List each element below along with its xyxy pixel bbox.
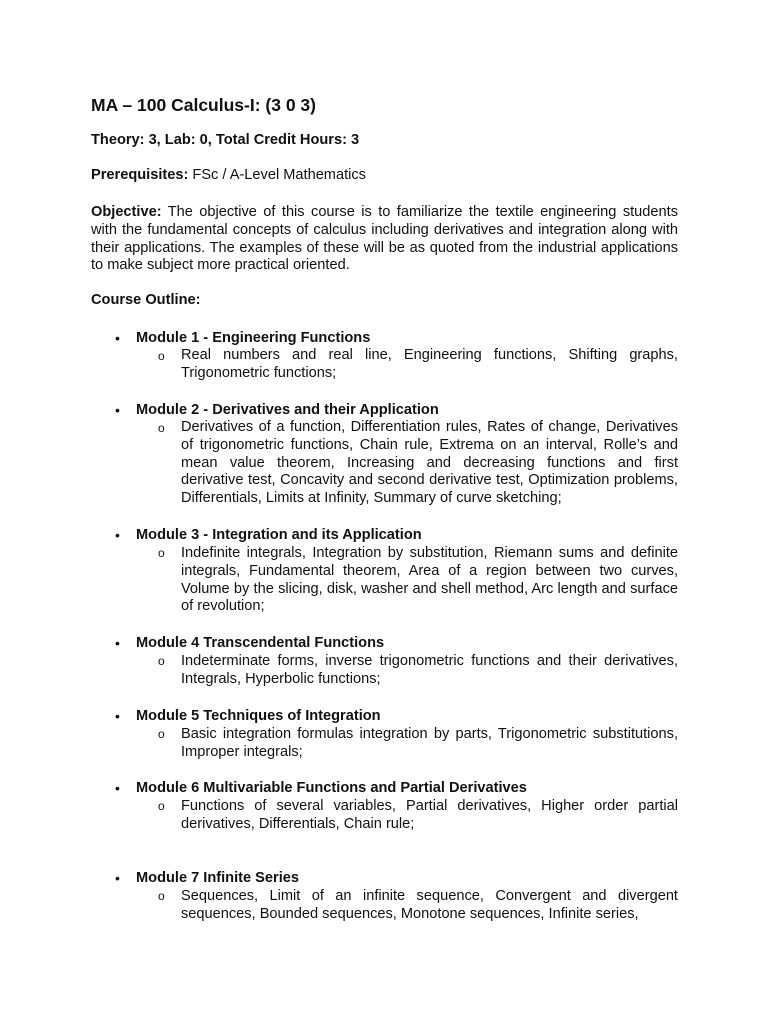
module-1-topics: Real numbers and real line, Engineering functions, Shifting graphs, Trigonometric functions; (181, 347, 678, 381)
bullet-icon: • (115, 402, 120, 418)
module-4-topics: Indeterminate forms, inverse trigonometric functions and their derivatives, Integrals, Hyperbolic functions; (181, 653, 678, 687)
module-2-topics: Derivatives of a function, Differentiation rules, Rates of change, Derivatives of trigonometric functions, Chain rule, Extrema on an interval, Rolle’s and mean value theorem, Increasing and decreasing functions and first derivative test, Concavity and second derivative test, Optimization problems, Differentials, Limits at Infinity, Summary of curve sketching; (181, 419, 678, 507)
module-5-title: Module 5 Techniques of Integration (136, 708, 381, 724)
sub-bullet-icon: o (158, 799, 165, 813)
module-7-topics: Sequences, Limit of an infinite sequence, Convergent and divergent sequences, Bounded sequences, Monotone sequences, Infinite series, (181, 888, 678, 922)
sub-bullet-icon: o (158, 421, 165, 435)
prerequisites-value: FSc / A-Level Mathematics (192, 167, 366, 183)
bullet-icon: • (115, 780, 120, 796)
prerequisites-label: Prerequisites: (91, 167, 189, 183)
module-4-title: Module 4 Transcendental Functions (136, 635, 385, 651)
course-title: MA – 100 Calculus-I: (3 0 3) (91, 95, 316, 115)
bullet-icon: • (115, 708, 120, 724)
sub-bullet-icon: o (158, 546, 165, 560)
credit-hours: Theory: 3, Lab: 0, Total Credit Hours: 3 (91, 132, 360, 148)
prerequisites-line (91, 167, 366, 185)
module-3-title: Module 3 - Integration and its Application (136, 527, 422, 543)
sub-bullet-icon: o (158, 889, 165, 903)
bullet-icon: • (115, 527, 120, 543)
objective-paragraph (91, 204, 678, 275)
module-1-title: Module 1 - Engineering Functions (136, 330, 371, 346)
sub-bullet-icon: o (158, 654, 165, 668)
module-2-title: Module 2 - Derivatives and their Application (136, 402, 439, 418)
module-6-title: Module 6 Multivariable Functions and Partial Derivatives (136, 780, 527, 796)
bullet-icon: • (115, 330, 120, 346)
course-outline-heading: Course Outline: (91, 292, 201, 308)
bullet-icon: • (115, 870, 120, 886)
module-7-title: Module 7 Infinite Series (136, 870, 299, 886)
objective-label: Objective: (91, 204, 162, 220)
module-5-topics: Basic integration formulas integration by parts, Trigonometric substitutions, Improper integrals; (181, 726, 678, 760)
sub-bullet-icon: o (158, 349, 165, 363)
module-6-topics: Functions of several variables, Partial derivatives, Higher order partial derivatives, Differentials, Chain rule; (181, 798, 678, 832)
bullet-icon: • (115, 635, 120, 651)
objective-text: The objective of this course is to familiarize the textile engineering students with the fundamental concepts of calculus including derivatives and integration along with their applications. The examples of these will be as quoted from the industrial applications to make subject more practical oriented. (91, 204, 678, 274)
module-3-topics: Indefinite integrals, Integration by substitution, Riemann sums and definite integrals, Fundamental theorem, Area of a region between two curves, Volume by the slicing, disk, washer and shell method, Arc length and surface of revolution; (181, 545, 678, 615)
sub-bullet-icon: o (158, 727, 165, 741)
